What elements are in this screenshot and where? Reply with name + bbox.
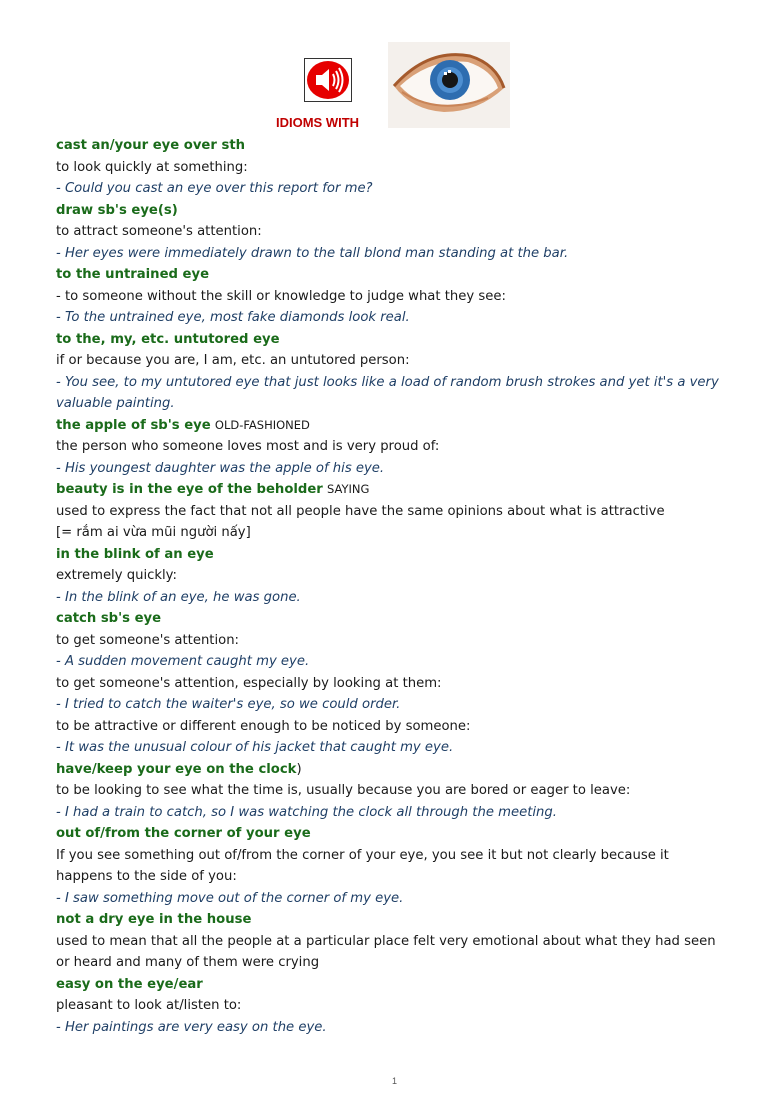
example-sentence: - I had a train to catch, so I was watching the clock all through the meeting. xyxy=(56,804,557,820)
idiom-entry xyxy=(56,264,726,329)
idiom-heading xyxy=(56,608,726,630)
definition: If you see something out of/from the corner of your eye, you see it but not clearly because it happens to the side of you: xyxy=(56,847,669,884)
idiom-heading xyxy=(56,415,726,437)
idiom-heading xyxy=(56,759,726,781)
idiom-term: draw sb's eye(s) xyxy=(56,202,178,218)
example-sentence: - It was the unusual colour of his jacket that caught my eye. xyxy=(56,740,454,755)
idiom-entry xyxy=(56,823,726,909)
idiom-heading xyxy=(56,479,726,501)
definition: to get someone's attention: xyxy=(56,632,240,648)
idiom-term: out of/from the corner of your eye xyxy=(56,826,311,841)
speaker-volume-icon xyxy=(306,60,350,100)
definition: to look quickly at something: xyxy=(56,159,248,175)
page-title: IDIOMS WITH xyxy=(276,115,360,130)
idiom-term: to the untrained eye xyxy=(56,267,210,282)
idiom-list xyxy=(56,135,726,1038)
idiom-entry xyxy=(56,909,726,974)
page-number: 1 xyxy=(392,1076,398,1086)
definition: extremely quickly: xyxy=(56,568,177,583)
idiom-term: in the blink of an eye xyxy=(56,546,214,562)
definition: used to express the fact that not all people have the same opinions about what is attractive xyxy=(56,503,665,519)
idiom-entry xyxy=(56,544,726,609)
example-sentence: - I tried to catch the waiter's eye, so we could order. xyxy=(56,697,401,712)
definition: [= rắm ai vừa mũi người nấy] xyxy=(56,525,251,540)
idiom-entry xyxy=(56,974,726,1039)
usage-label: SAYING xyxy=(327,482,370,496)
idiom-entry xyxy=(56,415,726,480)
example-sentence: - I saw something move out of the corner of my eye. xyxy=(56,890,404,906)
example-sentence: - His youngest daughter was the apple of his eye. xyxy=(56,460,385,476)
example-sentence: - In the blink of an eye, he was gone. xyxy=(56,589,301,605)
idiom-term: easy on the eye/ear xyxy=(56,976,203,992)
idiom-entry xyxy=(56,479,726,544)
idiom-term: have/keep your eye on the clock xyxy=(56,761,297,777)
idiom-entry xyxy=(56,329,726,415)
idiom-heading xyxy=(56,200,726,222)
idiom-term: not a dry eye in the house xyxy=(56,912,252,927)
example-sentence: - To the untrained eye, most fake diamonds look real. xyxy=(56,310,410,325)
idiom-term: beauty is in the eye of the beholder xyxy=(56,482,323,497)
definition: the person who someone loves most and is very proud of: xyxy=(56,439,440,454)
example-sentence: - You see, to my untutored eye that just looks like a load of random brush strokes and yet it's a very valuable painting. xyxy=(56,374,719,411)
document-header xyxy=(0,0,768,135)
example-sentence: - A sudden movement caught my eye. xyxy=(56,654,310,669)
idiom-entry xyxy=(56,135,726,200)
idiom-term-suffix: ) xyxy=(296,761,302,777)
idiom-entry xyxy=(56,759,726,824)
idiom-heading xyxy=(56,135,726,157)
definition: - to someone without the skill or knowledge to judge what they see: xyxy=(56,288,506,304)
idiom-heading xyxy=(56,544,726,566)
idiom-term: cast an/your eye over sth xyxy=(56,138,246,153)
example-sentence: - Her eyes were immediately drawn to the tall blond man standing at the bar. xyxy=(56,245,569,261)
eye-illustration xyxy=(388,42,510,128)
idiom-heading xyxy=(56,823,726,845)
definition: to be looking to see what the time is, usually because you are bored or eager to leave: xyxy=(56,783,631,798)
definition: to get someone's attention, especially by looking at them: xyxy=(56,675,442,691)
idiom-term: catch sb's eye xyxy=(56,611,162,626)
idiom-heading xyxy=(56,264,726,286)
example-sentence: - Could you cast an eye over this report for me? xyxy=(56,181,373,196)
idiom-heading xyxy=(56,909,726,931)
definition: to attract someone's attention: xyxy=(56,224,262,239)
definition: used to mean that all the people at a particular place felt very emotional about what they had seen or heard and many of them were crying xyxy=(56,933,716,970)
example-sentence: - Her paintings are very easy on the eye. xyxy=(56,1019,327,1035)
idiom-entry xyxy=(56,200,726,265)
idiom-entry xyxy=(56,608,726,759)
idiom-heading xyxy=(56,329,726,351)
definition: to be attractive or different enough to be noticed by someone: xyxy=(56,718,471,734)
idiom-term: the apple of sb's eye xyxy=(56,417,211,433)
usage-label: OLD-FASHIONED xyxy=(214,417,310,432)
definition: if or because you are, I am, etc. an untutored person: xyxy=(56,353,410,368)
definition: pleasant to look at/listen to: xyxy=(56,998,242,1013)
idiom-term: to the, my, etc. untutored eye xyxy=(56,331,280,347)
idiom-heading xyxy=(56,974,726,996)
audio-button[interactable] xyxy=(304,58,352,102)
